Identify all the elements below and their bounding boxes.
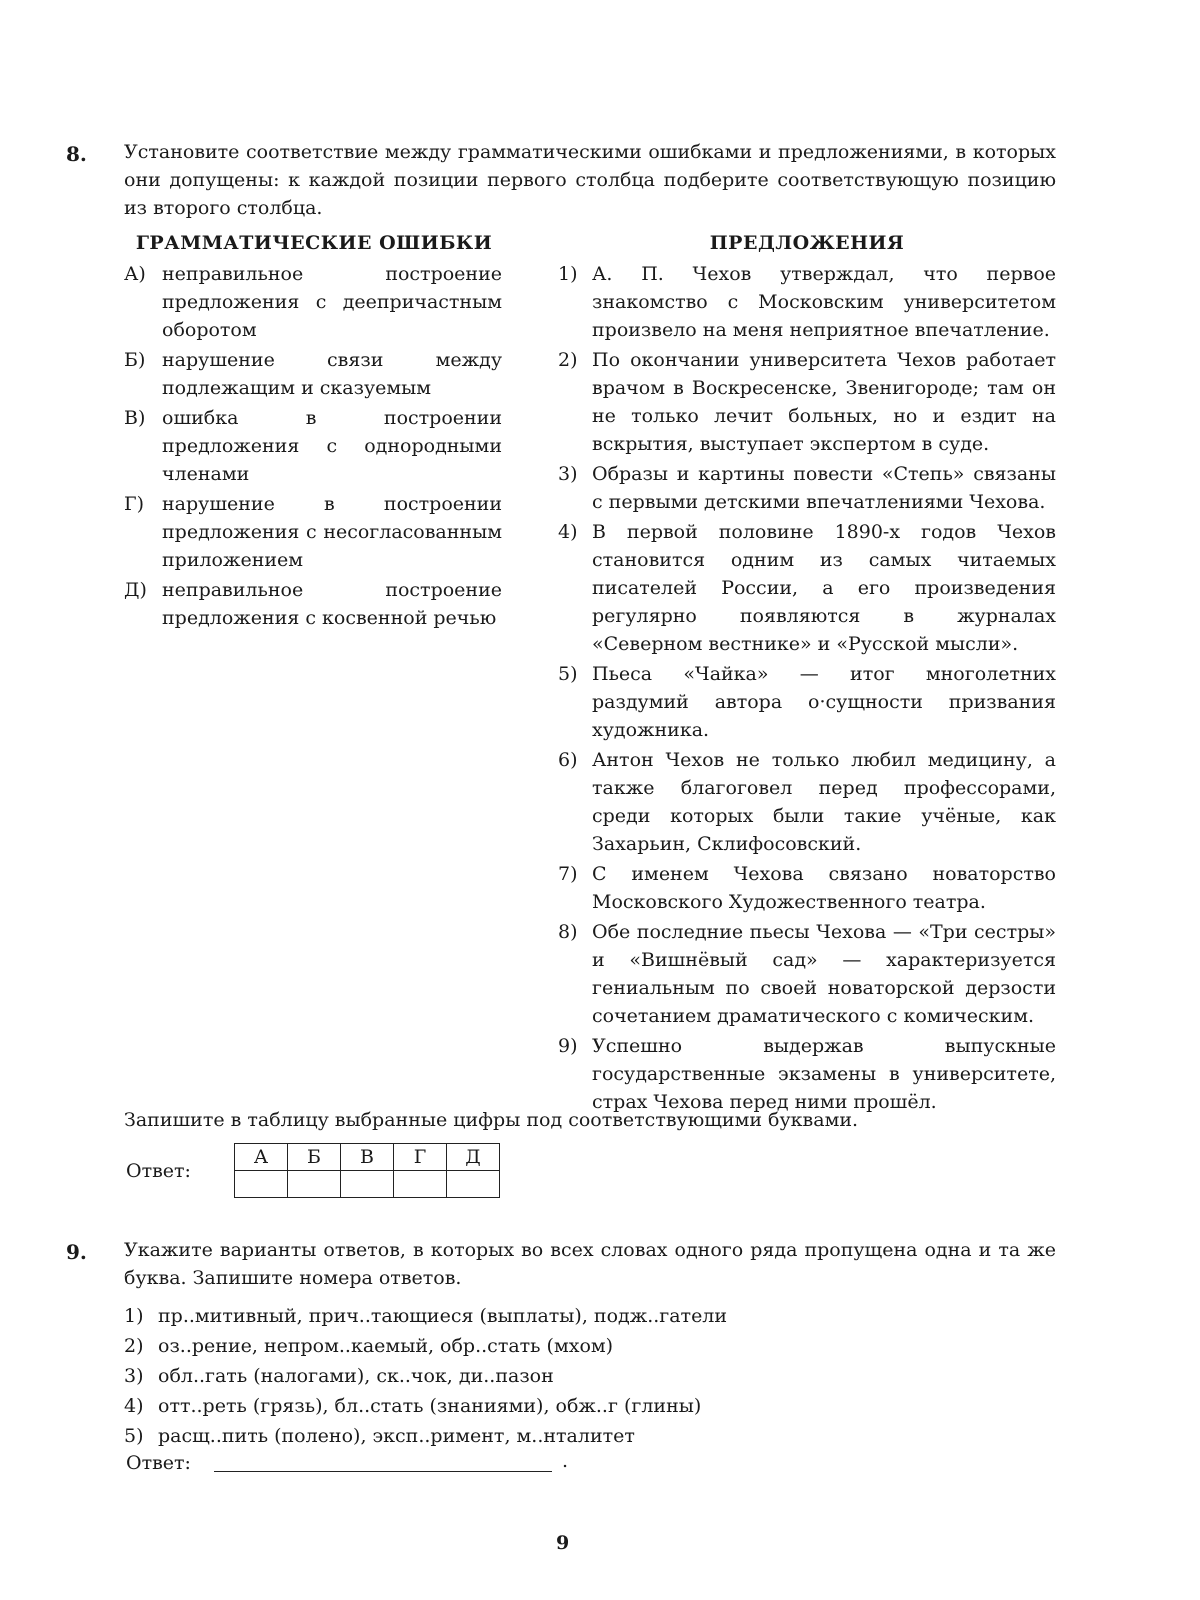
error-item-text: нарушение связи между подлежащим и сказуемым: [162, 349, 502, 399]
option-item-marker: 2): [124, 1335, 144, 1357]
sentence-item-text: А. П. Чехов утверждал, что первое знакомство с Московским университетом произвело на меня неприятное впечатление.: [592, 263, 1056, 341]
task-9-answer-end: .: [562, 1450, 569, 1472]
answer-table: [234, 1143, 500, 1198]
option-item-text: расщ..пить (полено), эксп..римент, м..нталитет: [158, 1425, 635, 1447]
task-9-options-list: [124, 1302, 1056, 1452]
sentence-item-marker: 6): [558, 749, 578, 771]
error-item-text: неправильное построение предложения с деепричастным оборотом: [162, 263, 502, 341]
table-answer-cell[interactable]: [288, 1171, 341, 1198]
sentence-item: [558, 260, 1056, 344]
page-number: 9: [556, 1532, 570, 1554]
error-item-marker: Д): [124, 579, 147, 601]
sentence-item: [558, 918, 1056, 1030]
option-item: [124, 1302, 1056, 1330]
table-answer-cell[interactable]: [447, 1171, 500, 1198]
sentence-item-marker: 9): [558, 1035, 578, 1057]
table-letter-cell: Д: [447, 1144, 500, 1171]
error-item-text: ошибка в построении предложения с однородными членами: [162, 407, 502, 485]
option-item-text: отт..реть (грязь), бл..стать (знаниями), обж..г (глины): [158, 1395, 702, 1417]
sentence-item-marker: 4): [558, 521, 578, 543]
table-letter-cell: А: [235, 1144, 288, 1171]
option-item: [124, 1422, 1056, 1450]
sentence-item: [558, 860, 1056, 916]
sentences-list: [558, 260, 1056, 1118]
errors-list: [124, 260, 502, 634]
sentence-item-text: Успешно выдержав выпускные государственные экзамены в университете, страх Чехова перед ними прошёл.: [592, 1035, 1056, 1113]
sentences-column-heading: ПРЕДЛОЖЕНИЯ: [709, 232, 905, 254]
error-item-marker: Б): [124, 349, 146, 371]
task-9-instruction: Укажите варианты ответов, в которых во всех словах одного ряда пропущена одна и та же буква. Запишите номера ответов.: [124, 1239, 1056, 1289]
sentence-item: [558, 460, 1056, 516]
sentence-item-text: Образы и картины повести «Степь» связаны с первыми детскими впечатлениями Чехова.: [592, 463, 1056, 513]
task-8-answer-label: Ответ:: [126, 1160, 191, 1182]
option-item-text: обл..гать (налогами), ск..чок, ди..пазон: [158, 1365, 554, 1387]
error-item-marker: Г): [124, 493, 144, 515]
task-9-number: 9.: [66, 1240, 87, 1264]
sentence-item: [558, 518, 1056, 658]
table-instruction: Запишите в таблицу выбранные цифры под соответствующими буквами.: [124, 1109, 859, 1131]
table-answer-cell[interactable]: [394, 1171, 447, 1198]
sentence-item-text: По окончании университета Чехов работает врачом в Воскресенске, Звенигороде; там он не только лечит больных, но и ездит на вскрытия, выступает экспертом в суде.: [592, 349, 1056, 455]
sentence-item: [558, 346, 1056, 458]
error-item-text: нарушение в построении предложения с несогласованным приложением: [162, 493, 502, 571]
sentence-item: [558, 746, 1056, 858]
table-letter-cell: В: [341, 1144, 394, 1171]
task-8-number: 8.: [66, 142, 87, 166]
option-item-marker: 4): [124, 1395, 144, 1417]
sentence-item-text: Антон Чехов не только любил медицину, а также благоговел перед профессорами, среди которых были такие учёные, как Захарьин, Склифосовский.: [592, 749, 1056, 855]
errors-column-heading: ГРАММАТИЧЕСКИЕ ОШИБКИ: [135, 232, 493, 254]
task-9-answer-label: Ответ:: [126, 1452, 191, 1474]
option-item-text: оз..рение, непром..каемый, обр..стать (мхом): [158, 1335, 614, 1357]
table-letter-cell: Г: [394, 1144, 447, 1171]
sentence-item: [558, 1032, 1056, 1116]
table-letter-cell: Б: [288, 1144, 341, 1171]
answer-table-header-row: [235, 1144, 500, 1171]
option-item-marker: 3): [124, 1365, 144, 1387]
sentence-item-marker: 8): [558, 921, 578, 943]
task-9-answer-field[interactable]: [214, 1447, 552, 1472]
option-item-marker: 1): [124, 1305, 144, 1327]
table-answer-cell[interactable]: [235, 1171, 288, 1198]
error-item: [124, 404, 502, 488]
sentence-item-marker: 7): [558, 863, 578, 885]
error-item: [124, 346, 502, 402]
option-item: [124, 1392, 1056, 1420]
option-item: [124, 1332, 1056, 1360]
sentence-item-text: В первой половине 1890-х годов Чехов становится одним из самых читаемых писателей России, а его произведения регулярно появляются в журналах «Северном вестнике» и «Русской мысли».: [592, 521, 1056, 655]
sentence-item: [558, 660, 1056, 744]
sentence-item-marker: 1): [558, 263, 578, 285]
option-item: [124, 1362, 1056, 1390]
option-item-text: пр..митивный, прич..тающиеся (выплаты), подж..гатели: [158, 1305, 728, 1327]
error-item-marker: В): [124, 407, 146, 429]
error-item: [124, 490, 502, 574]
error-item: [124, 576, 502, 632]
error-item-marker: А): [124, 263, 146, 285]
sentence-item-text: Пьеса «Чайка» — итог многолетних раздумий автора о·сущности призвания художника.: [592, 663, 1056, 741]
sentence-item-text: Обе последние пьесы Чехова — «Три сестры» и «Вишнёвый сад» — характеризуется гениальным по своей новаторской дерзости сочетанием драматического с комическим.: [592, 921, 1056, 1027]
task-8-instruction: Установите соответствие между грамматическими ошибками и предложениями, в которых они допущены: к каждой позиции первого столбца подберите соответствующую позицию из второго столбца.: [124, 141, 1056, 219]
error-item: [124, 260, 502, 344]
answer-table-input-row: [235, 1171, 500, 1198]
table-answer-cell[interactable]: [341, 1171, 394, 1198]
sentence-item-text: С именем Чехова связано новаторство Московского Художественного театра.: [592, 863, 1056, 913]
sentence-item-marker: 3): [558, 463, 578, 485]
sentence-item-marker: 5): [558, 663, 578, 685]
sentence-item-marker: 2): [558, 349, 578, 371]
error-item-text: неправильное построение предложения с косвенной речью: [162, 579, 502, 629]
option-item-marker: 5): [124, 1425, 144, 1447]
